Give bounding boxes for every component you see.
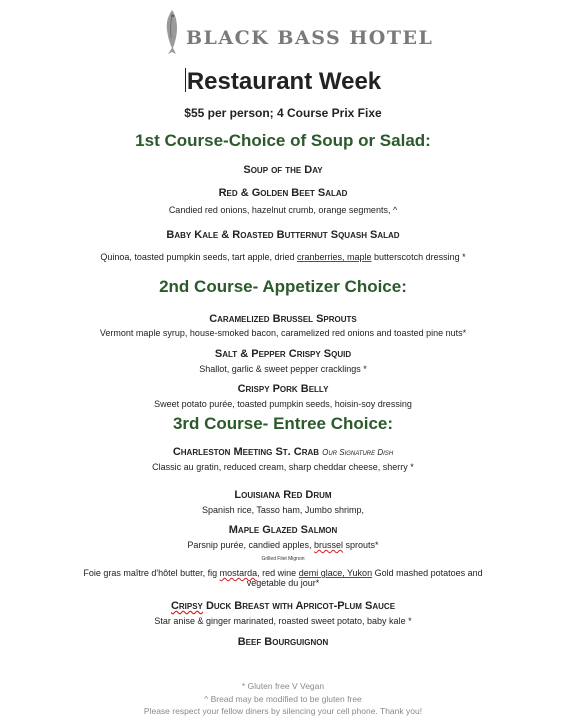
- course2-dish1: Caramelized Brussel Sprouts: [209, 313, 357, 325]
- course3-dish6: Beef Bourguignon: [237, 636, 329, 648]
- course1-heading: 1st Course-Choice of Soup or Salad:: [135, 131, 431, 150]
- hotel-logo: [160, 8, 434, 56]
- footer-legend: * Gluten free V Vegan: [241, 681, 325, 691]
- course2-dish1-desc: Vermont maple syrup, house-smoked bacon, caramelized red onions and toasted pine nuts*: [99, 328, 467, 338]
- course1-dish3: Baby Kale & Roasted Butternut Squash Salad: [166, 229, 400, 241]
- course1-dish1: Soup of the Day: [243, 164, 323, 176]
- course1-dish3-desc: [0, 252, 566, 262]
- title-text: Restaurant Week: [186, 68, 382, 95]
- course3-dish5: [0, 600, 566, 612]
- course2-dish2: Salt & Pepper Crispy Squid: [214, 348, 352, 360]
- course3-dish4-name: Grilled Filet Mignon: [261, 556, 305, 562]
- page-title: [0, 68, 566, 96]
- course2-dish2-desc: Shallot, garlic & sweet pepper cracklings *: [199, 364, 367, 374]
- bass-fish-icon: [160, 8, 184, 56]
- desc-part: butterscotch dressing *: [371, 252, 466, 262]
- desc-part: Gold mashed potatoes and: [372, 568, 483, 578]
- course3-dish3-desc: [0, 540, 566, 550]
- logo-wordmark: BLACK BASS HOTEL: [186, 27, 434, 49]
- price-subtitle: $55 per person; 4 Course Prix Fixe: [184, 106, 382, 120]
- course2-dish3-desc: Sweet potato purée, toasted pumpkin seeds, hoisin-soy dressing: [154, 399, 412, 409]
- course1-dish2: Red & Golden Beet Salad: [218, 187, 348, 199]
- desc-part: Foie gras maître d'hôtel butter, fig: [83, 568, 220, 578]
- course3-dish1-desc: Classic au gratin, reduced cream, sharp cheddar cheese, sherry *: [152, 462, 414, 472]
- course3-dish5-desc: Star anise & ginger marinated, roasted sweet potato, baby kale *: [154, 616, 412, 626]
- desc-part: Quinoa, toasted pumpkin seeds, tart apple, dried: [100, 252, 298, 262]
- signature-note: Our Signature Dish: [322, 448, 394, 457]
- course3-dish2: Louisiana Red Drum: [234, 489, 332, 501]
- course3-dish2-desc: Spanish rice, Tasso ham, Jumbo shrimp,: [202, 505, 364, 515]
- desc-part: , red wine: [257, 568, 299, 578]
- desc-underlined: demi glace, Yukon: [298, 568, 373, 578]
- footer-phone-note: Please respect your fellow diners by silencing your cell phone. Thank you!: [143, 706, 423, 716]
- course3-dish4-desc: [70, 568, 496, 588]
- desc-part: sprouts*: [343, 540, 379, 550]
- desc-underlined: cranberries, maple: [297, 252, 372, 262]
- course3-heading: 3rd Course- Entree Choice:: [172, 414, 394, 433]
- desc-part: Parsnip purée, candied apples,: [187, 540, 315, 550]
- desc-misspelled: mostarda: [219, 568, 258, 578]
- dish-name: Duck Breast with Apricot-Plum Sauce: [202, 600, 396, 612]
- desc-misspelled: brussel: [314, 540, 344, 550]
- course1-dish2-desc: Candied red onions, hazelnut crumb, orange segments, ^: [168, 205, 398, 215]
- course2-dish3: Crispy Pork Belly: [237, 383, 329, 395]
- dish-misspelled: Cripsy: [170, 600, 203, 612]
- footer-bread-note: ^ Bread may be modified to be gluten free: [204, 694, 362, 704]
- dish-name: Charleston Meeting St. Crab: [172, 446, 320, 458]
- course2-heading: 2nd Course- Appetizer Choice:: [159, 277, 407, 296]
- desc-part: vegetable du jour*: [246, 578, 320, 588]
- course3-dish3: Maple Glazed Salmon: [228, 524, 338, 536]
- course3-dish1: [0, 446, 566, 458]
- text-cursor: [185, 68, 186, 92]
